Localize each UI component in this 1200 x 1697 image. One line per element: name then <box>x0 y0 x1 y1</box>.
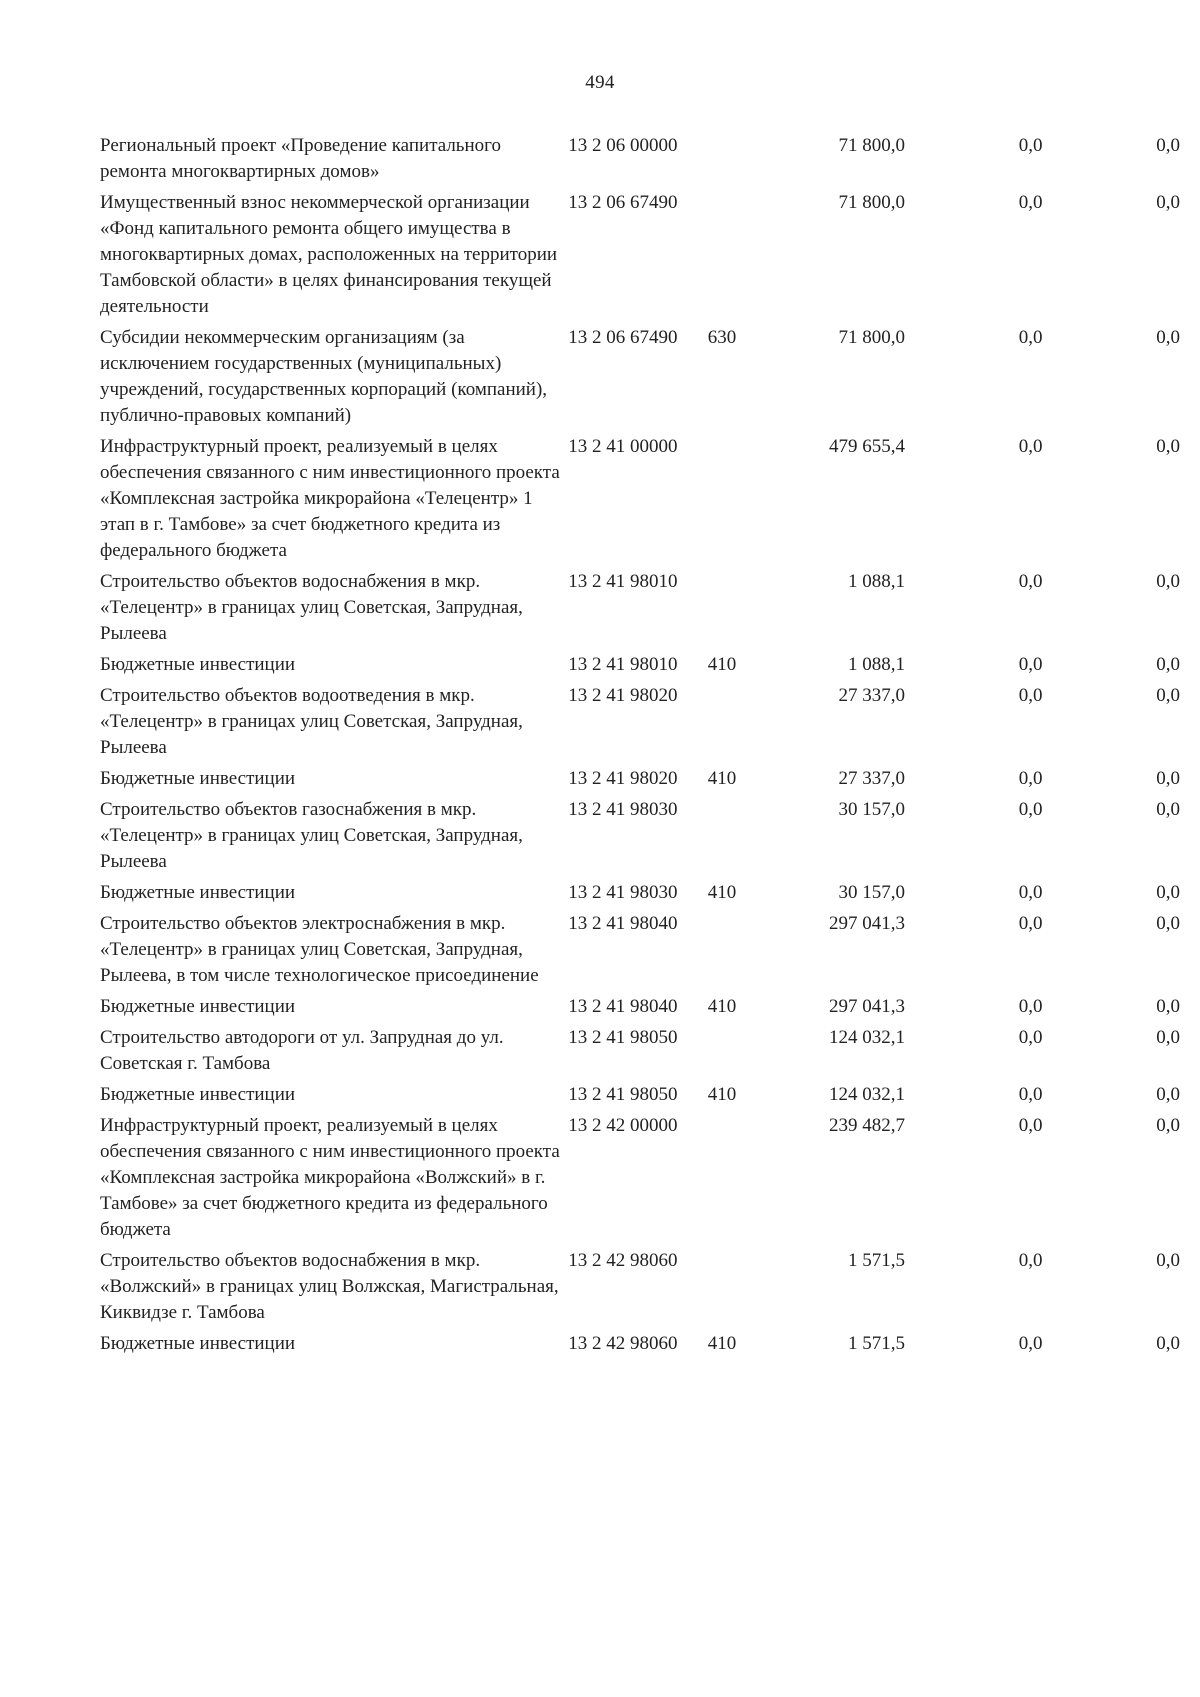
table-row <box>100 133 1180 185</box>
table-row <box>100 1082 1180 1108</box>
row-name: Строительство объектов водоотведения в мкр. «Телецентр» в границах улиц Советская, Запрудная, Рылеева <box>100 685 523 758</box>
row-name: Строительство объектов газоснабжения в мкр. «Телецентр» в границах улиц Советская, Запрудная, Рылеева <box>100 799 523 872</box>
row-expense-type: 410 <box>707 654 737 675</box>
row-expense-type: 410 <box>707 996 737 1017</box>
row-expense-type: 410 <box>707 882 737 903</box>
table-row <box>100 880 1180 906</box>
row-amount-2: 0,0 <box>1018 882 1043 903</box>
row-name: Бюджетные инвестиции <box>100 1333 296 1354</box>
row-amount-2: 0,0 <box>1018 913 1043 934</box>
row-target-code: 13 2 06 67490 <box>568 192 678 213</box>
row-expense-type: 410 <box>707 768 737 789</box>
row-target-code: 13 2 41 98040 <box>568 913 678 934</box>
table-row <box>100 190 1180 320</box>
row-target-code: 13 2 41 98050 <box>568 1027 678 1048</box>
row-amount-3: 0,0 <box>1156 996 1180 1017</box>
row-amount-2: 0,0 <box>1018 996 1043 1017</box>
row-amount-2: 0,0 <box>1018 1333 1043 1354</box>
row-name: Строительство автодороги от ул. Запрудная до ул. Советская г. Тамбова <box>100 1027 504 1074</box>
row-amount-1: 479 655,4 <box>829 436 906 457</box>
row-name: Субсидии некоммерческим организациям (за исключением государственных (муниципальных) учреждений, государственных корпораций (компаний), публично-правовых компаний) <box>100 327 548 426</box>
table-row <box>100 652 1180 678</box>
row-name: Инфраструктурный проект, реализуемый в целях обеспечения связанного с ним инвестиционного проекта «Комплексная застройка микрорайона «Волжский» в г. Тамбове» за счет бюджетного кредита из федерального бюджета <box>100 1115 560 1240</box>
row-amount-1: 30 157,0 <box>838 799 906 820</box>
row-amount-3: 0,0 <box>1156 799 1180 820</box>
row-amount-3: 0,0 <box>1156 913 1180 934</box>
row-name: Бюджетные инвестиции <box>100 768 296 789</box>
row-amount-3: 0,0 <box>1156 1250 1180 1271</box>
row-amount-3: 0,0 <box>1156 685 1180 706</box>
row-amount-3: 0,0 <box>1156 1084 1180 1105</box>
row-amount-3: 0,0 <box>1156 192 1180 213</box>
budget-table <box>100 133 1180 1362</box>
row-target-code: 13 2 41 98020 <box>568 768 678 789</box>
table-row <box>100 911 1180 989</box>
row-target-code: 13 2 06 00000 <box>568 135 678 156</box>
row-target-code: 13 2 42 98060 <box>568 1333 678 1354</box>
row-target-code: 13 2 42 98060 <box>568 1250 678 1271</box>
row-amount-2: 0,0 <box>1018 654 1043 675</box>
table-row <box>100 994 1180 1020</box>
row-name: Инфраструктурный проект, реализуемый в целях обеспечения связанного с ним инвестиционного проекта «Комплексная застройка микрорайона «Телецентр» 1 этап в г. Тамбове» за счет бюджетного кредита из федерального бюджета <box>100 436 560 561</box>
row-target-code: 13 2 41 98040 <box>568 996 678 1017</box>
row-amount-1: 297 041,3 <box>829 996 906 1017</box>
row-amount-1: 1 088,1 <box>848 571 906 592</box>
row-amount-2: 0,0 <box>1018 768 1043 789</box>
table-row <box>100 325 1180 429</box>
row-amount-1: 1 571,5 <box>848 1333 906 1354</box>
row-amount-2: 0,0 <box>1018 1084 1043 1105</box>
row-expense-type: 410 <box>707 1084 737 1105</box>
row-amount-2: 0,0 <box>1018 685 1043 706</box>
row-amount-1: 124 032,1 <box>829 1027 906 1048</box>
row-name: Региональный проект «Проведение капитального ремонта многоквартирных домов» <box>100 135 501 182</box>
row-amount-1: 71 800,0 <box>838 135 906 156</box>
row-amount-1: 1 571,5 <box>848 1250 906 1271</box>
page-number: 494 <box>585 72 615 93</box>
table-row <box>100 797 1180 875</box>
table-row <box>100 1113 1180 1243</box>
table-row <box>100 434 1180 564</box>
row-name: Бюджетные инвестиции <box>100 996 296 1017</box>
row-target-code: 13 2 41 98020 <box>568 685 678 706</box>
row-amount-2: 0,0 <box>1018 192 1043 213</box>
row-target-code: 13 2 41 98030 <box>568 882 678 903</box>
row-name: Строительство объектов водоснабжения в мкр. «Телецентр» в границах улиц Советская, Запрудная, Рылеева <box>100 571 523 644</box>
row-amount-1: 124 032,1 <box>829 1084 906 1105</box>
row-amount-1: 239 482,7 <box>829 1115 906 1136</box>
row-amount-3: 0,0 <box>1156 436 1180 457</box>
row-amount-1: 27 337,0 <box>838 685 906 706</box>
row-amount-1: 71 800,0 <box>838 192 906 213</box>
row-amount-2: 0,0 <box>1018 571 1043 592</box>
row-amount-3: 0,0 <box>1156 1115 1180 1136</box>
row-target-code: 13 2 06 67490 <box>568 327 678 348</box>
row-target-code: 13 2 41 98010 <box>568 654 678 675</box>
row-amount-3: 0,0 <box>1156 1027 1180 1048</box>
row-amount-3: 0,0 <box>1156 882 1180 903</box>
row-amount-2: 0,0 <box>1018 799 1043 820</box>
row-expense-type: 630 <box>707 327 737 348</box>
row-amount-3: 0,0 <box>1156 654 1180 675</box>
row-amount-2: 0,0 <box>1018 1250 1043 1271</box>
table-row <box>100 1025 1180 1077</box>
row-target-code: 13 2 41 00000 <box>568 436 678 457</box>
row-amount-2: 0,0 <box>1018 436 1043 457</box>
row-amount-1: 27 337,0 <box>838 768 906 789</box>
row-target-code: 13 2 41 98050 <box>568 1084 678 1105</box>
table-row <box>100 766 1180 792</box>
row-amount-2: 0,0 <box>1018 1027 1043 1048</box>
row-name: Бюджетные инвестиции <box>100 882 296 903</box>
row-target-code: 13 2 41 98030 <box>568 799 678 820</box>
row-name: Бюджетные инвестиции <box>100 1084 296 1105</box>
table-row <box>100 569 1180 647</box>
row-amount-1: 71 800,0 <box>838 327 906 348</box>
row-amount-3: 0,0 <box>1156 327 1180 348</box>
row-name: Строительство объектов электроснабжения в мкр. «Телецентр» в границах улиц Советская, Запрудная, Рылеева, в том числе технологическое присоединение <box>100 913 539 986</box>
row-amount-2: 0,0 <box>1018 135 1043 156</box>
row-amount-3: 0,0 <box>1156 768 1180 789</box>
row-name: Бюджетные инвестиции <box>100 654 296 675</box>
row-expense-type: 410 <box>707 1333 737 1354</box>
row-name: Строительство объектов водоснабжения в мкр. «Волжский» в границах улиц Волжская, Магистральная, Киквидзе г. Тамбова <box>100 1250 559 1323</box>
row-amount-3: 0,0 <box>1156 135 1180 156</box>
row-amount-3: 0,0 <box>1156 571 1180 592</box>
row-amount-3: 0,0 <box>1156 1333 1180 1354</box>
row-name: Имущественный взнос некоммерческой организации «Фонд капитального ремонта общего имущества в многоквартирных домах, расположенных на территории Тамбовской области» в целях финансирования текущей деятельности <box>100 192 558 317</box>
row-amount-1: 30 157,0 <box>838 882 906 903</box>
table-row <box>100 1331 1180 1357</box>
row-amount-1: 1 088,1 <box>848 654 906 675</box>
row-target-code: 13 2 41 98010 <box>568 571 678 592</box>
row-amount-2: 0,0 <box>1018 327 1043 348</box>
row-amount-1: 297 041,3 <box>829 913 906 934</box>
row-amount-2: 0,0 <box>1018 1115 1043 1136</box>
table-row <box>100 1248 1180 1326</box>
table-row <box>100 683 1180 761</box>
row-target-code: 13 2 42 00000 <box>568 1115 678 1136</box>
